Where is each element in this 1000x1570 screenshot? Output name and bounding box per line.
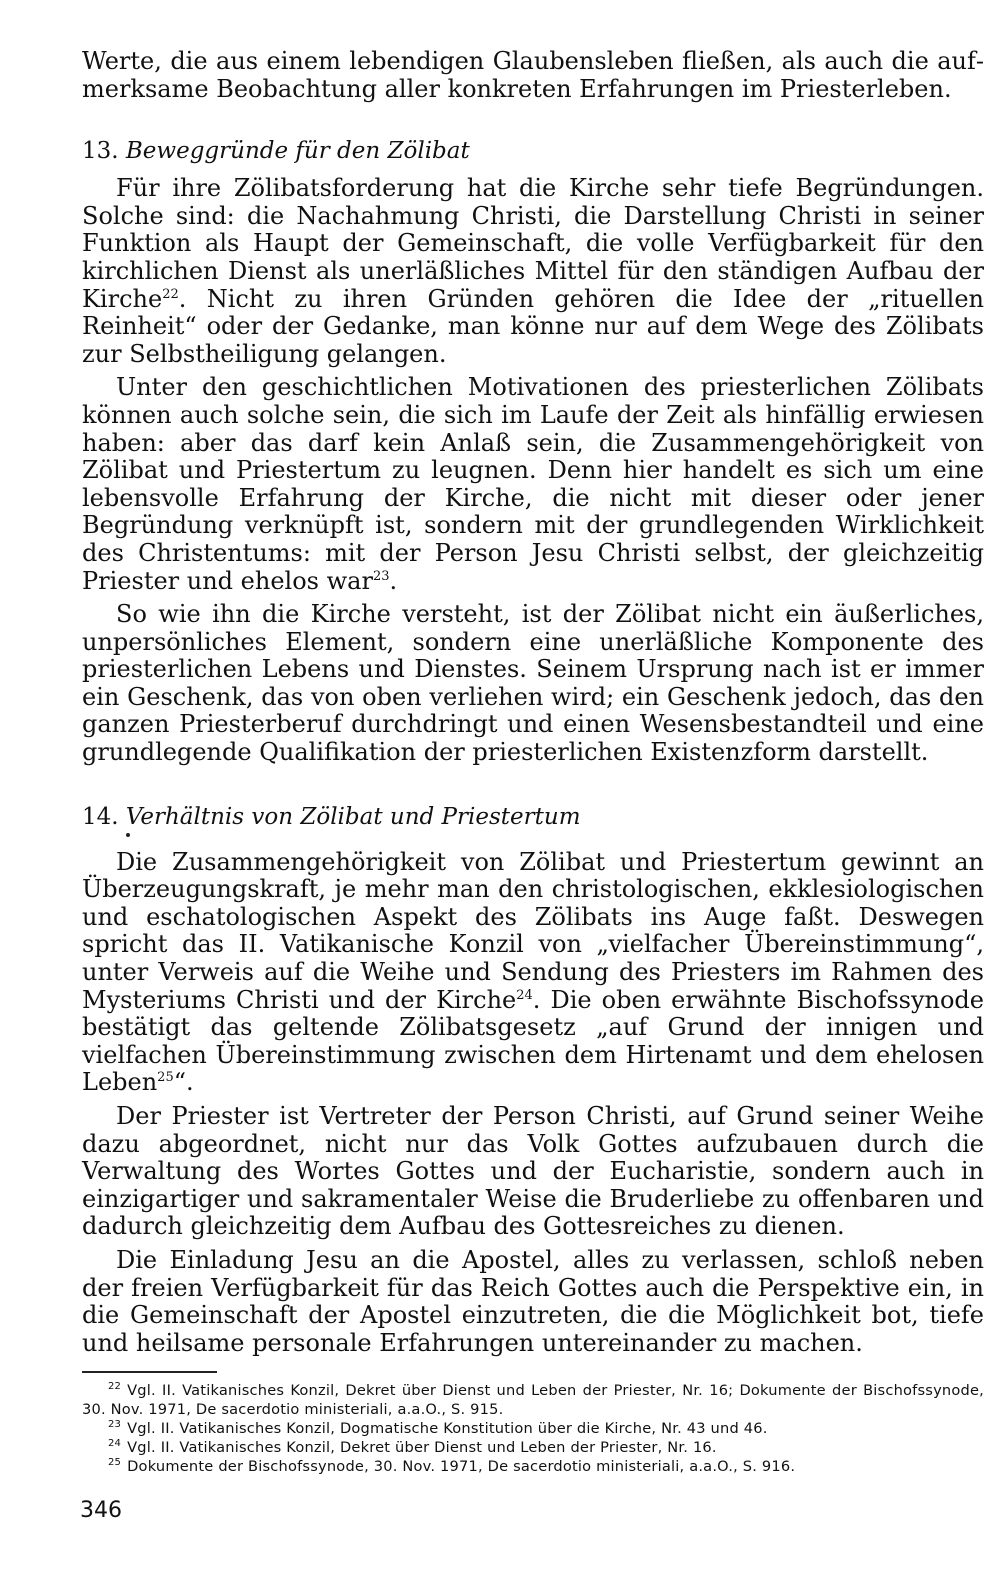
- footnote-25: $^{25}$ Dokumente der Bischofssynode, 30. Nov. 1971, De sacerdotio ministeriali, a.a.O., S. 916.: [108, 1457, 796, 1476]
- section-13-paragraph-3: So wie ihn die Kirche versteht, ist der Zölibat nicht ein äußerliches, unpersönliches Element, sondern eine unerläßliche Komponente des priesterlichen Lebens und Dienstes. Seinem Ursprung nach ist er immer ein Geschenk, das von oben verliehen wird; ein Geschenk jedoch, das den ganzen Priesterberuf durchdringt und einen Wesensbestandteil und eine grundlegende Qualifikation der priesterlichen Existenzform darstellt.: [82, 600, 984, 767]
- section-14-number: 14.: [82, 803, 119, 830]
- footnote-ref-22: 22: [162, 286, 179, 302]
- page-number: 346: [80, 1498, 122, 1523]
- section-13-heading: [82, 137, 984, 165]
- footnote-mark: 25: [108, 1457, 122, 1469]
- footnote-ref-25: 25: [157, 1070, 174, 1086]
- footnotes: [82, 1381, 984, 1476]
- section-14-paragraph-1: Die Zusammengehörigkeit von Zölibat und Priestertum gewinnt an Überzeugungskraft, je mehr man den christologischen, ekklesiologischen und eschatologischen Aspekt des Zölibats ins Auge faßt. Deswegen spricht das II. Vatikanische Konzil von „vielfacher Übereinstimmung“, unter Verweis auf die Weihe und Sendung des Priesters im Rahmen des Mysteriums Christi und der Kirche$^{24}$. Die oben erwähnte Bischofssynode bestätigt das geltende Zölibatsgesetz „auf Grund der innigen und vielfachen Übereinstimmung zwischen dem Hirtenamt und dem ehelosen Leben$^{25}$“.: [82, 847, 984, 1097]
- section-13-title: Beweggründe für den Zölibat: [125, 138, 470, 165]
- section-14-paragraph-2: Der Priester ist Vertreter der Person Christi, auf Grund seiner Weihe dazu abgeordnet, nicht nur das Volk Gottes aufzubauen durch die Verwaltung des Wortes Gottes und der Eucharistie, sondern auch in einzigartiger und sakramentaler Weise die Bruderliebe zu offenbaren und dadurch gleichzeitig dem Aufbau des Gottesreiches zu dienen.: [82, 1102, 984, 1241]
- section-14-title: Verhältnis von Zölibat und Priestertum: [125, 803, 581, 830]
- section-13-paragraph-2: Unter den geschichtlichen Motivationen des priesterlichen Zölibats können auch solche sein, die sich im Laufe der Zeit als hinfällig erwiesen haben: aber das darf kein Anlaß sein, die Zusammengehörigkeit von Zölibat und Priestertum zu leugnen. Denn hier handelt es sich um eine lebensvolle Erfahrung der Kirche, die nicht mit dieser oder jener Begründung verknüpft ist, sondern mit der grundlegenden Wirklichkeit des Christentums: mit der Person Jesu Christi selbst, der gleichzeitig Priester und ehelos war$^{23}$.: [82, 373, 984, 595]
- page-body: [82, 48, 984, 1476]
- footnote-mark: 23: [108, 1419, 122, 1431]
- intro-paragraph: Werte, die aus einem lebendigen Glaubensleben fließen, als auch die aufmerksame Beobachtung aller konkreten Erfahrungen im Priesterleben.: [82, 47, 984, 103]
- footnote-mark: 24: [108, 1438, 122, 1450]
- footnote-23: $^{23}$ Vgl. II. Vatikanisches Konzil, Dogmatische Konstitution über die Kirche, Nr. 43 und 46.: [108, 1419, 768, 1438]
- footnote-ref-23: 23: [372, 568, 390, 584]
- section-14-paragraph-3: Die Einladung Jesu an die Apostel, alles zu verlassen, schloß neben der freien Verfügbarkeit für das Reich Gottes auch die Perspektive ein, in die Gemeinschaft der Apostel einzutreten, die die Möglichkeit bot, tiefe und heilsame personale Erfahrungen untereinander zu machen.: [82, 1245, 984, 1357]
- print-speck: [126, 833, 130, 837]
- section-14-heading: [82, 803, 984, 831]
- section-13-number: 13.: [82, 138, 119, 165]
- footnote-ref-24: 24: [516, 987, 533, 1003]
- section-13-paragraph-1: Für ihre Zölibatsforderung hat die Kirche sehr tiefe Begründungen. Solche sind: die Nachahmung Christi, die Darstellung Christi in seiner Funktion als Haupt der Gemeinschaft, die volle Verfügbarkeit für den kirchlichen Dienst als unerläßliches Mittel für den ständigen Aufbau der Kirche$^{22}$. Nicht zu ihren Gründen gehören die Idee der „rituellen Reinheit“ oder der Gedanke, man könne nur auf dem Wege des Zölibats zur Selbstheiligung gelangen.: [82, 174, 984, 368]
- footnote-divider: [82, 1371, 217, 1373]
- footnote-mark: 22: [108, 1381, 122, 1393]
- footnote-22: $^{22}$ Vgl. II. Vatikanisches Konzil, Dekret über Dienst und Leben der Priester, Nr. 16; Dokumente der Bischofssynode, 30. Nov. 1971, De sacerdotio ministeriali, a.a.O., S. 915.: [82, 1381, 984, 1419]
- footnote-24: $^{24}$ Vgl. II. Vatikanisches Konzil, Dekret über Dienst und Leben der Priester, Nr. 16.: [108, 1438, 717, 1457]
